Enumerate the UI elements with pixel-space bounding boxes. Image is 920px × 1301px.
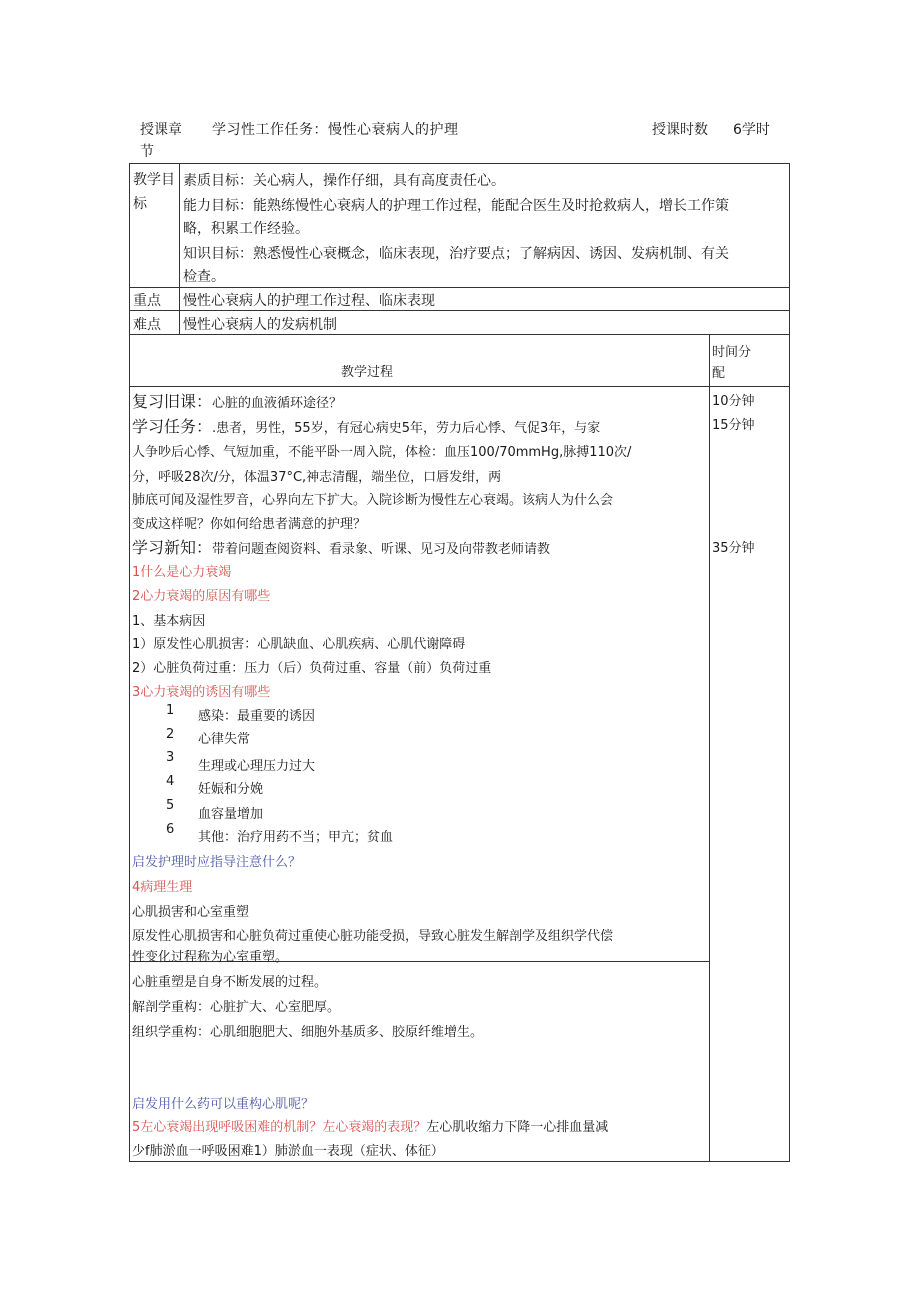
answer-line: 少f肺淤血一呼吸困难1）肺淤血一表现（症状、体征） [132,1144,444,1159]
hours-label: 授课时数 [652,122,708,138]
time-header-cont: 配 [712,366,726,381]
difficulty-value: 慢性心衰病人的发病机制 [183,317,337,333]
task-text-cont: 变成这样呢？你如何给患者满意的护理？ [132,517,367,532]
remodel-text: 原发性心肌损害和心脏负荷过重使心脏功能受损，导致心脏发生解剖学及组织学代偿 [132,929,614,944]
cause-item: 1）原发性心肌损害：心肌缺血、心肌疾病、心肌代谢障碍 [132,637,466,652]
question-5: 5左心衰竭出现呼吸困难的机制？左心衰竭的表现？ [132,1120,427,1135]
review-label: 复习旧课： [132,392,213,411]
question-1: 1什么是心力衰竭 [132,565,232,580]
inducer-number: 5 [166,798,175,813]
chapter-value: 学习性工作任务：慢性心衰病人的护理 [212,122,459,138]
hint-2: 启发用什么药可以重构心肌呢？ [132,1097,315,1112]
remodel-text-cont: 性变化过程称为心室重塑。 [132,950,289,965]
time-new: 35分钟 [712,541,755,556]
remodel-point: 心脏重塑是自身不断发展的过程。 [132,975,328,990]
goal-ability: 能力目标：能熟练慢性心衰病人的护理工作过程，能配合医生及时抢救病人，增长工作策 [183,198,729,214]
process-title: 教学过程 [341,365,394,380]
table-border-top [129,163,790,164]
table-border-right [789,163,790,1162]
review-text: 心脏的血液循环途径？ [212,396,343,411]
goal-quality: 素质目标：关心病人，操作仔细，具有高度责任心。 [183,173,505,189]
table-border-left [129,163,130,1162]
inducer-number: 3 [166,750,175,765]
label-column-divider [179,163,180,335]
task-label: 学习任务： [132,417,213,436]
inducer-number: 1 [166,703,175,718]
question-2: 2心力衰竭的原因有哪些 [132,589,271,604]
inducer-text: 其他：治疗用药不当；甲亢；贫血 [198,830,394,845]
question-4: 4病理生理 [132,880,193,895]
new-knowledge-label: 学习新知： [132,538,213,557]
inducer-number: 2 [166,727,175,742]
goal-knowledge-cont: 检查。 [183,269,225,285]
key-point-value: 慢性心衰病人的护理工作过程、临床表现 [183,293,435,309]
row-divider [129,334,790,335]
remodel-point: 组织学重构：心肌细胞肥大、细胞外基质多、胶原纤维增生。 [132,1025,484,1040]
chapter-label-cont: 节 [140,144,154,160]
remodel-point: 解剖学重构：心脏扩大、心室肥厚。 [132,1000,341,1015]
goals-label-cont: 标 [133,196,147,212]
task-text: .患者，男性，55岁，有冠心病史5年，劳力后心悸、气促3年，与家 [212,421,601,436]
goal-knowledge: 知识目标：熟悉慢性心衰概念，临床表现，治疗要点；了解病因、诱因、发病机制、有关 [183,246,729,262]
question-5-answer: 左心肌收缩力下降一心排血量减 [426,1120,609,1135]
time-header: 时间分 [712,345,752,360]
new-knowledge-row [132,535,550,558]
remodel-title: 心肌损害和心室重塑 [132,905,250,920]
task-text-cont: 分，呼吸28次/分，体温37°C,神志清醒，端坐位，口唇发绀，两 [132,470,502,485]
goal-ability-cont: 略，积累工作经验。 [183,221,309,237]
inducer-text: 妊娠和分娩 [198,782,264,797]
row-divider [129,386,790,387]
goals-label: 教学目 [133,172,175,188]
difficulty-label: 难点 [133,317,161,333]
hint-1: 启发护理时应指导注意什么？ [132,855,302,870]
cause-item: 2）心脏负荷过重：压力（后）负荷过重、容量（前）负荷过重 [132,661,492,676]
inducer-text: 心律失常 [198,732,251,747]
review-row [132,389,342,412]
inducer-number: 4 [166,774,175,789]
table-border-bottom [129,1161,790,1162]
inducer-text: 生理或心理压力过大 [198,759,316,774]
cause-title: 1、基本病因 [132,614,206,629]
hours-value: 6学时 [733,122,770,138]
new-knowledge-text: 带着问题查阅资料、看录象、听课、见习及向带教老师请教 [212,542,551,557]
time-review: 10分钟 [712,394,755,409]
question-5-row [132,1116,608,1135]
chapter-label: 授课章 [140,122,182,138]
question-3: 3心力衰竭的诱因有哪些 [132,685,271,700]
time-task: 15分钟 [712,418,755,433]
task-text-cont: 肺底可闻及湿性罗音，心界向左下扩大。入院诊断为慢性左心衰竭。该病人为什么会 [132,493,614,508]
row-divider [129,310,790,311]
task-row [132,414,600,437]
inducer-number: 6 [166,822,175,837]
inducer-text: 血容量增加 [198,807,264,822]
row-divider [129,287,790,288]
key-point-label: 重点 [133,293,161,309]
inducer-text: 感染：最重要的诱因 [198,709,316,724]
task-text-cont: 人争吵后心悸、气短加重，不能平卧一周入院，体检：血压100/70mmHg,脉搏110次/ [132,445,632,460]
time-column-divider [709,334,710,1162]
